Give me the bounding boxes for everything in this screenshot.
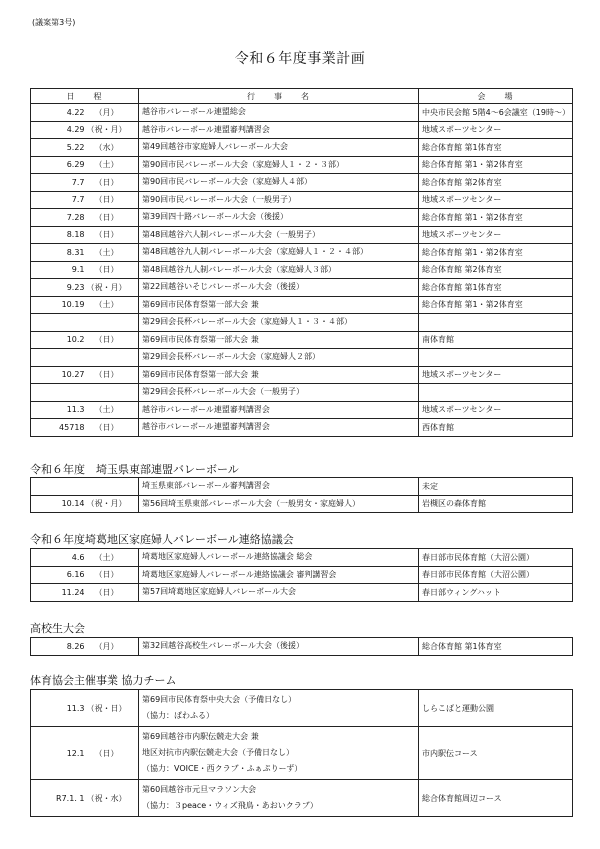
table-row [31,261,573,279]
event-cell [139,331,419,349]
date-value: 12.1 [66,748,85,758]
table-row [31,349,573,367]
table-row [31,780,573,817]
event-cell [139,226,419,244]
venue-cell: 岩槻区の森体育館 [419,495,573,513]
event-name: 第90回市民バレーボール大会（一般男子） [142,194,297,204]
event-cell [139,296,419,314]
date-cell [31,727,139,780]
table-row [31,279,573,297]
weekday-value: （土） [94,160,119,170]
date-cell [31,495,139,513]
venue-cell: 総合体育館 第1・第2体育室 [419,156,573,174]
venue-cell: 総合体育館 第1・第2体育室 [419,244,573,262]
weekday-value: （月） [94,107,119,117]
section-title-cooperation: 体育協会主催事業 協力チーム [30,674,177,687]
event-cell [139,549,419,567]
table-row [31,104,573,122]
event-name: 第22回越谷いそじバレーボール大会（後援） [142,282,305,292]
event-name: （協力：３peace・ウィズ飛鳥・あおいクラブ） [142,801,318,810]
event-name: 第69回市民体育祭中央大会（予備日なし） [142,695,297,704]
table-row [31,191,573,209]
date-value: 9.23 [66,282,85,292]
event-cell [139,174,419,192]
table-row [31,226,573,244]
venue-cell: 市内駅伝コース [419,727,573,780]
event-cell [139,104,419,122]
venue-cell: 総合体育館 第1体育室 [419,638,573,656]
event-name: 第48回越谷九人制バレーボール大会（家庭婦人１・２・４部） [142,247,369,257]
venue-cell: 南体育館 [419,331,573,349]
weekday-value: （土） [94,552,119,562]
event-name: 第48回越谷九人制バレーボール大会（家庭婦人３部） [142,264,337,274]
event-cell [139,384,419,402]
page-title: 令和６年度事業計画 [234,51,366,67]
event-name: 第57回埼葛地区家庭婦人バレーボール大会 [142,587,297,597]
weekday-value: （日） [94,195,119,205]
date-value: 6.16 [66,570,85,580]
event-cell [139,401,419,419]
event-cell [139,419,419,437]
event-name: 第60回越谷市元旦マラソン大会 [142,785,257,794]
date-value: R7.1. 1 [56,793,85,803]
weekday-value: （日） [94,230,119,240]
date-cell [31,401,139,419]
venue-cell: 地域スポーツセンター [419,401,573,419]
table-row [31,139,573,157]
header-venue: 会 場 [419,89,573,104]
event-name: 第90回市民バレーボール大会（家庭婦人４部） [142,177,313,187]
table-row [31,314,573,332]
date-cell [31,780,139,817]
event-name: 第69回市民体育祭第一部大会 兼 [142,369,259,379]
event-cell [139,139,419,157]
table-row [31,478,573,496]
date-value: 11.24 [61,587,85,597]
weekday-value: （土） [94,405,119,415]
date-cell [31,209,139,227]
event-name: 第69回市民体育祭第一部大会 兼 [142,334,259,344]
section-title-highschool: 高校生大会 [30,622,85,635]
table-row [31,419,573,437]
event-cell [139,209,419,227]
weekday-value: （水） [94,142,119,152]
weekday-value: （祝・月） [86,282,127,292]
event-name: 第90回市民バレーボール大会（家庭婦人１・２・３部） [142,159,345,169]
date-value: 7.7 [71,177,85,187]
date-cell [31,314,139,332]
venue-cell: 総合体育館 第2体育室 [419,174,573,192]
table-header-row [31,89,573,104]
table-row [31,296,573,314]
weekday-value: （日） [94,570,119,580]
event-name: 第49回越谷市家庭婦人バレーボール大会 [142,142,289,152]
section-title-tobu: 令和６年度 埼玉県東部連盟バレーボール [30,463,239,476]
cooperation-schedule-table [30,689,573,817]
table-row [31,401,573,419]
date-cell [31,174,139,192]
event-cell [139,244,419,262]
event-name: 第29回会長杯バレーボール大会（一般男子） [142,387,305,397]
date-value: 10.14 [61,499,85,509]
weekday-value: （祝・水） [86,793,127,803]
event-name: 埼玉県東部バレーボール審判講習会 [142,481,270,491]
date-cell [31,261,139,279]
weekday-value: （祝・日） [86,703,127,713]
table-row [31,549,573,567]
weekday-value: （日） [94,177,119,187]
date-cell [31,584,139,602]
event-cell [139,366,419,384]
venue-cell [419,384,573,402]
event-name: 越谷市バレーボール連盟審判講習会 [142,422,270,432]
date-cell [31,121,139,139]
event-cell [139,727,419,780]
date-cell [31,244,139,262]
date-value: 7.7 [71,195,85,205]
date-value: 4.6 [71,552,85,562]
venue-cell: 春日部市民体育館（大沼公園） [419,566,573,584]
event-name: （協力：ぱわふる） [142,711,214,720]
table-row [31,209,573,227]
date-value: 9.1 [71,265,85,275]
venue-cell: しらこばと運動公園 [419,690,573,727]
table-row [31,584,573,602]
date-value: 8.26 [66,641,85,651]
header-event: 行 事 名 [139,89,419,104]
date-cell [31,139,139,157]
date-value: 4.29 [66,125,85,135]
event-name: 第29回会長杯バレーボール大会（家庭婦人１・３・４部） [142,317,353,327]
event-name: 越谷市バレーボール連盟総会 [142,107,246,117]
date-cell [31,156,139,174]
event-cell [139,261,419,279]
date-value: 10.2 [66,335,85,345]
date-cell [31,549,139,567]
date-cell [31,384,139,402]
venue-cell: 総合体育館 第2体育室 [419,261,573,279]
weekday-value: （月） [94,641,119,651]
venue-cell [419,314,573,332]
venue-cell: 総合体育館 第1・第2体育室 [419,209,573,227]
date-value: 11.3 [66,405,85,415]
event-name: 地区対抗市内駅伝競走大会（予備日なし） [142,748,294,757]
event-cell [139,690,419,727]
main-schedule-table [30,88,573,437]
table-row [31,495,573,513]
table-row [31,727,573,780]
date-cell [31,349,139,367]
weekday-value: （日） [94,748,119,758]
table-row [31,121,573,139]
document-label: (議案第3号) [32,18,76,27]
table-row [31,384,573,402]
event-name: 埼葛地区家庭婦人バレーボール連絡協議会 審判講習会 [142,569,337,579]
date-cell [31,638,139,656]
venue-cell: 地域スポーツセンター [419,366,573,384]
table-row [31,566,573,584]
date-value: 4.22 [66,107,85,117]
venue-cell: 地域スポーツセンター [419,121,573,139]
weekday-value: （日） [94,422,119,432]
event-name: 第69回越谷市内駅伝競走大会 兼 [142,732,259,741]
event-cell [139,638,419,656]
event-name: 第32回越谷高校生バレーボール大会（後援） [142,641,305,651]
saikatsu-schedule-table [30,548,573,602]
venue-cell: 春日部ウィングハット [419,584,573,602]
table-row [31,156,573,174]
event-cell [139,584,419,602]
date-cell [31,226,139,244]
date-value: 10.19 [61,300,85,310]
venue-cell: 西体育館 [419,419,573,437]
date-value: 8.18 [66,230,85,240]
venue-cell: 地域スポーツセンター [419,191,573,209]
date-cell [31,566,139,584]
weekday-value: （土） [94,247,119,257]
venue-cell: 中央市民会館 5階4～6会議室（19時～） [419,104,573,122]
date-value: 7.28 [66,212,85,222]
weekday-value: （日） [94,212,119,222]
event-cell [139,156,419,174]
section-title-saikatsu: 令和６年度埼葛地区家庭婦人バレーボール連絡協議会 [30,533,294,546]
weekday-value: （日） [94,265,119,275]
event-name: 第56回埼玉県東部バレーボール大会（一般男女・家庭婦人） [142,498,361,508]
event-name: 越谷市バレーボール連盟審判講習会 [142,124,270,134]
event-name: 第39回四十路バレーボール大会（後援） [142,212,289,222]
table-row [31,690,573,727]
table-row [31,331,573,349]
weekday-value: （日） [94,335,119,345]
event-name: 第29回会長杯バレーボール大会（家庭婦人２部） [142,352,321,362]
venue-cell: 総合体育館 第1体育室 [419,139,573,157]
event-cell [139,314,419,332]
date-value: 11.3 [66,703,85,713]
date-cell [31,478,139,496]
venue-cell: 地域スポーツセンター [419,226,573,244]
event-cell [139,566,419,584]
date-cell [31,191,139,209]
event-cell [139,349,419,367]
date-value: 10.27 [61,370,85,380]
date-value: 6.29 [66,160,85,170]
venue-cell: 春日部市民体育館（大沼公園） [419,549,573,567]
weekday-value: （日） [94,370,119,380]
event-cell [139,495,419,513]
venue-cell: 総合体育館 第1体育室 [419,279,573,297]
venue-cell: 総合体育館 第1・第2体育室 [419,296,573,314]
date-cell [31,104,139,122]
weekday-value: （日） [94,587,119,597]
weekday-value: （祝・月） [86,499,127,509]
highschool-schedule-table [30,637,573,656]
event-cell [139,121,419,139]
event-cell [139,191,419,209]
weekday-value: （土） [94,300,119,310]
event-cell [139,478,419,496]
date-value: 8.31 [66,247,85,257]
event-name: 埼葛地区家庭婦人バレーボール連絡協議会 総会 [142,552,313,562]
date-cell [31,331,139,349]
table-row [31,174,573,192]
venue-cell: 総合体育館周辺コース [419,780,573,817]
event-name: （協力：VOICE・西クラブ・ふぁぷりーず） [142,764,303,773]
event-name: 第69回市民体育祭第一部大会 兼 [142,299,259,309]
date-cell [31,690,139,727]
event-name: 越谷市バレーボール連盟審判講習会 [142,404,270,414]
event-cell [139,279,419,297]
date-value: 45718 [59,422,85,432]
date-cell [31,296,139,314]
event-cell [139,780,419,817]
date-cell [31,366,139,384]
table-row [31,638,573,656]
table-row [31,366,573,384]
tobu-schedule-table [30,477,573,513]
date-cell [31,279,139,297]
weekday-value: （祝・月） [86,125,127,135]
date-cell [31,419,139,437]
event-name: 第48回越谷六人制バレーボール大会（一般男子） [142,229,321,239]
venue-cell [419,349,573,367]
date-value: 5.22 [66,142,85,152]
venue-cell: 未定 [419,478,573,496]
header-date: 日 程 [31,89,139,104]
table-row [31,244,573,262]
